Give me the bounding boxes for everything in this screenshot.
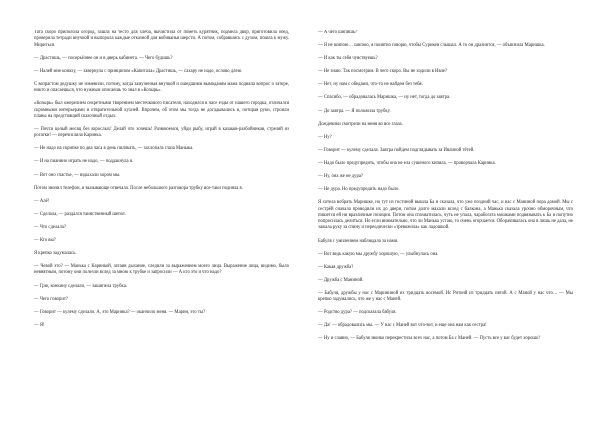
- paragraph: — Родство дура? — подсказала бабуля.: [318, 310, 397, 316]
- paragraph: — Чего говорит?: [34, 296, 68, 302]
- paragraph: — Ну, она же не дура?: [318, 174, 363, 180]
- paragraph: — Вот ведь какую мы дружбу хорошую, — улыбнулась она.: [318, 251, 439, 257]
- paragraph: — Я!: [34, 322, 45, 328]
- paragraph: Я хотела вобрать Маришке, но тут из гостиной вышла Ба и сказала, что уже поздний час, и нас с Маниной пора домой. Мы с сестрёй сначала проводили их до двери, потом долго махали вслед с балкона, а Манька сказала урочно обморочным, что пишется ей ни вразличные позиции. Потом она спохватилась, чуть не упала, чарабогата мошками подвязывать к Ба и попутно попросилась делиться. Но если внимательно, что ли Манька устаю, то очень огорчается. Оборачивалась она в лишь не дала, не зажала руку за спину и переодически «тревожила» как ладошкой.: [318, 200, 573, 231]
- paragraph: Я крепко задумалась.: [34, 251, 77, 257]
- paragraph: — Сделала, — раздался таинственный шепот.: [34, 211, 126, 217]
- paragraph: — Почти целый месяц без взрослых! Делай что хочешь! Развоюемся, уйди рыбу, играй в казаков-разбойников, стреляй из рогатки! — перечисляла Каринка.: [34, 126, 289, 139]
- paragraph: — И как ты себя чувствуешь?: [318, 56, 378, 62]
- paragraph: — Какая дружба?: [318, 264, 354, 270]
- paragraph: — Спасибо, — обрадовалась Маришка, — ну нет, тогда до завтра.: [318, 95, 451, 101]
- paragraph: — А чего шипишь?: [318, 30, 358, 35]
- paragraph: — Что сделала?: [34, 224, 66, 230]
- paragraph: — Не знаю. Так посмотрим. В чего скоро. Вы не ходили в Ивле?: [318, 69, 448, 75]
- right-page: [318, 30, 573, 415]
- paragraph: — Кто вы?: [34, 238, 56, 243]
- paragraph: Бабуля с умилением наблюдала за нами.: [318, 238, 399, 244]
- paragraph: — Бабуля, дружбы у нас с Марининой их тридцать восемой. Ис Ритонй из тридцать пятой. А с Маной у нас что… — Мы крепко задумались, что же у нас с Маней.: [318, 290, 573, 303]
- paragraph: — Ну и славно, — Бабуля звонко перекрестила всех нас, а потом Ба с Маней. — Пусть все у вас будет хорошо!: [318, 336, 540, 342]
- paragraph: — Говорит — кулему сделали. А, это Маринка? — оканчило меня. — Марин, это ты?: [34, 309, 206, 315]
- paragraph: — Налей мне конаху, — завернула с принципом «Капитала» Драстишь, — сахару не надо, ослово длею.: [34, 68, 243, 74]
- paragraph: Тата скоро приполола огород, зашла на тесто для хлеба, вычистила от пометь курятник, подмела двор, приготовила обед, проверила тетради внучкой и выпорола каждые отказной для вобиванья шерсти. А потом, собравшись с духом, пошла к мужу. Мириться.: [34, 30, 289, 48]
- paragraph: — Ну?: [318, 134, 332, 140]
- paragraph: — Не надо на скрипке по два часа в день пиликать, — захлопала глаза Маныка.: [34, 146, 194, 152]
- paragraph: — Дружба с Маниной.: [318, 277, 364, 283]
- paragraph: — Да! — обрадовались мы. — У нас с Маней вот что-вот, и еще она нам как сестра!: [318, 323, 487, 329]
- paragraph: — Говорит — кулему сделала. Завтра пойдем подглядывать за Ивлиной тётей.: [318, 147, 475, 153]
- paragraph: — Драстишь, — посерьёзнее он и в дверь кабинета. — Чего будишь?: [34, 55, 173, 61]
- paragraph: — До завтра. — Я положила трубку.: [318, 108, 391, 114]
- paragraph: — Я не шипою… шипою, я понятно говорю, чтобы Сурикеи слышал. А то он дразнится, — объяснила Маришка.: [318, 43, 545, 49]
- paragraph: Потом звонил телефон, и вызывающе отвечала. После небольшого разговора трубку все-таки подняла я.: [34, 185, 243, 191]
- paragraph: — Нет, ну нам с обедами, что-то не найдем без тебя.: [318, 82, 423, 88]
- left-page: [34, 30, 289, 415]
- paragraph: — Алё!: [34, 198, 50, 204]
- paragraph: — Не дура. Но предупредить надо было.: [318, 187, 400, 193]
- paragraph: Дождевики смотрели на меня во все глаза.: [318, 121, 403, 127]
- paragraph: — И на пианино играть не надо, — поддакнула я.: [34, 159, 134, 165]
- paragraph: — Чевой это? — Манька с Каринкой, затаив дыхание, следили за выражением моего лица. Выражение лица, видимо, было невнятным, потому они полезли вслед за мною к трубке и запросили — А кто это и что надо?: [34, 264, 289, 276]
- paragraph: — Вот оно счастье, — вздыхали хором мы.: [34, 172, 121, 178]
- paragraph: С возрастом дедушку не изменили, потому, когда замученная внучкой и ошедшими вымоданям мама подняла вопрос о заторе, никто и опасаешься, что нужным описаешь то знал в «Козырь».: [34, 81, 289, 94]
- paragraph: — Надо было предупредить, чтобы она не ела сушеного кипяла, — проворчала Каринка.: [318, 160, 496, 166]
- paragraph: «Козырь» был ожерелием секретными творением местечкового писателя, находился в часе езды от нашего городка, отличался скромными интерьерами и отвратительной кухней. Впрочем, об этом мы тогда не догадывались и, потирая руки, строили планы на предстоящий сказочный отдых.: [34, 101, 289, 119]
- paragraph: — Грю, конкину сделали, — зашипела трубка.: [34, 283, 127, 289]
